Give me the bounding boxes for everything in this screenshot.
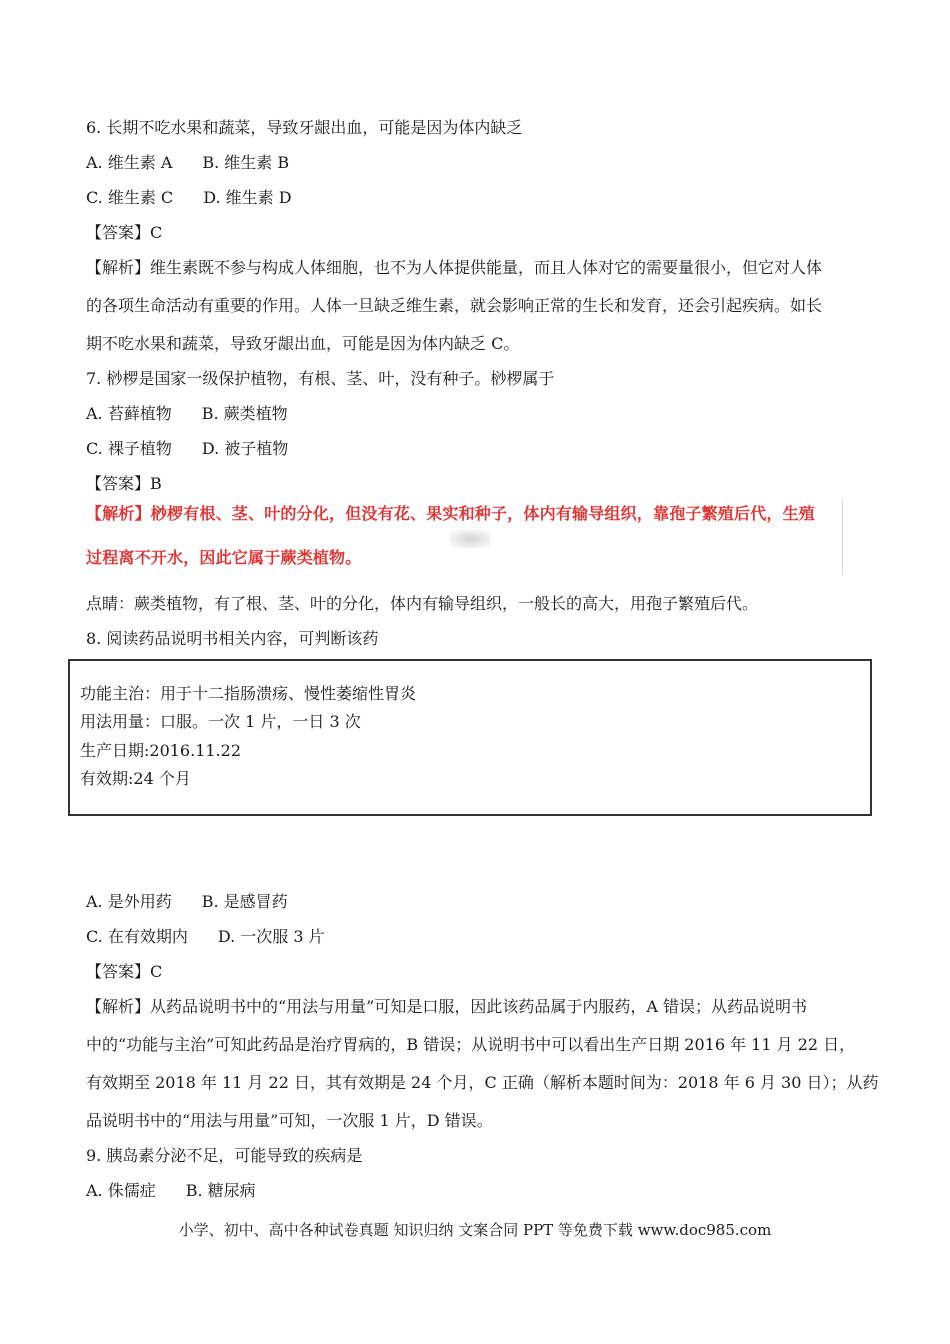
q7-answer: 【答案】B — [86, 474, 162, 493]
q8-answer: 【答案】C — [86, 962, 163, 981]
q6-stem: 6. 长期不吃水果和蔬菜，导致牙龈出血，可能是因为体内缺乏 — [86, 118, 523, 137]
q7-analysis-image-line-2: 过程离不开水，因此它属于蕨类植物。 — [86, 548, 362, 567]
q8-analysis-line-2: 中的“功能与主治”可知此药品是治疗胃病的，B 错误；从说明书中可以看出生产日期 2016 年 11 月 22 日， — [86, 1035, 856, 1054]
image-blur-artifact — [450, 530, 490, 548]
q7-analysis-image-line-1: 【解析】桫椤有根、茎、叶的分化，但没有花、果实和种子，体内有输导组织，靠孢子繁殖后代，生殖 — [86, 504, 816, 523]
q8-option-a: A. 是外用药 — [86, 892, 172, 911]
drug-label-expiry: 有效期:24 个月 — [80, 769, 191, 788]
q8-options-row1 — [86, 892, 288, 912]
drug-label-indication: 功能主治：用于十二指肠溃疡、慢性萎缩性胃炎 — [80, 684, 417, 703]
q8-analysis-line-1: 【解析】从药品说明书中的“用法与用量”可知是口服，因此该药品属于内服药，A 错误；从药品说明书 — [86, 997, 808, 1016]
q7-options-row1 — [86, 404, 288, 424]
drug-label-dosage: 用法用量：口服。一次 1 片，一日 3 次 — [80, 712, 361, 731]
q8-analysis-line-3: 有效期至 2018 年 11 月 22 日，其有效期是 24 个月，C 正确（解析本题时间为：2018 年 6 月 30 日）；从药 — [86, 1073, 879, 1092]
q8-options-row2 — [86, 927, 325, 947]
q8-option-b: B. 是感冒药 — [201, 892, 288, 911]
q7-option-a: A. 苔藓植物 — [86, 404, 172, 423]
q9-option-b: B. 糖尿病 — [185, 1181, 256, 1200]
page-footer: 小学、初中、高中各种试卷真题 知识归纳 文案合同 PPT 等免费下载 www.doc985.com — [178, 1221, 772, 1239]
q7-tip: 点睛：蕨类植物，有了根、茎、叶的分化，体内有输导组织，一般长的高大，用孢子繁殖后代。 — [86, 594, 759, 613]
q8-option-c: C. 在有效期内 — [86, 927, 188, 946]
q7-options-row2 — [86, 439, 288, 459]
q6-option-c: C. 维生素 C — [86, 188, 174, 207]
q6-option-b: B. 维生素 B — [202, 153, 290, 172]
q8-analysis-line-4: 品说明书中的“用法与用量”可知，一次服 1 片，D 错误。 — [86, 1111, 493, 1130]
drug-label-production-date: 生产日期:2016.11.22 — [80, 741, 242, 760]
drug-label-box — [68, 659, 872, 816]
q6-analysis-line-1: 【解析】维生素既不参与构成人体细胞，也不为人体提供能量，而且人体对它的需要量很小，但它对人体 — [86, 258, 823, 277]
q6-answer: 【答案】C — [86, 223, 163, 242]
q9-stem: 9. 胰岛素分泌不足，可能导致的疾病是 — [86, 1146, 363, 1165]
q8-stem: 8. 阅读药品说明书相关内容，可判断该药 — [86, 629, 379, 648]
q6-options-row2 — [86, 188, 292, 208]
q6-options-row1 — [86, 153, 289, 173]
q7-option-b: B. 蕨类植物 — [201, 404, 288, 423]
q6-option-a: A. 维生素 A — [86, 153, 173, 172]
q6-analysis-line-3: 期不吃水果和蔬菜，导致牙龈出血，可能是因为体内缺乏 C。 — [86, 334, 520, 353]
q9-options-row1 — [86, 1181, 256, 1201]
q8-option-d: D. 一次服 3 片 — [217, 927, 325, 946]
q6-option-d: D. 维生素 D — [203, 188, 292, 207]
q7-option-c: C. 裸子植物 — [86, 439, 172, 458]
q7-stem: 7. 桫椤是国家一级保护植物，有根、茎、叶，没有种子。桫椤属于 — [86, 369, 555, 388]
q6-analysis-line-2: 的各项生命活动有重要的作用。人体一旦缺乏维生素，就会影响正常的生长和发育，还会引起疾病。如长 — [86, 296, 823, 315]
q7-option-d: D. 被子植物 — [201, 439, 289, 458]
q9-option-a: A. 侏儒症 — [86, 1181, 156, 1200]
